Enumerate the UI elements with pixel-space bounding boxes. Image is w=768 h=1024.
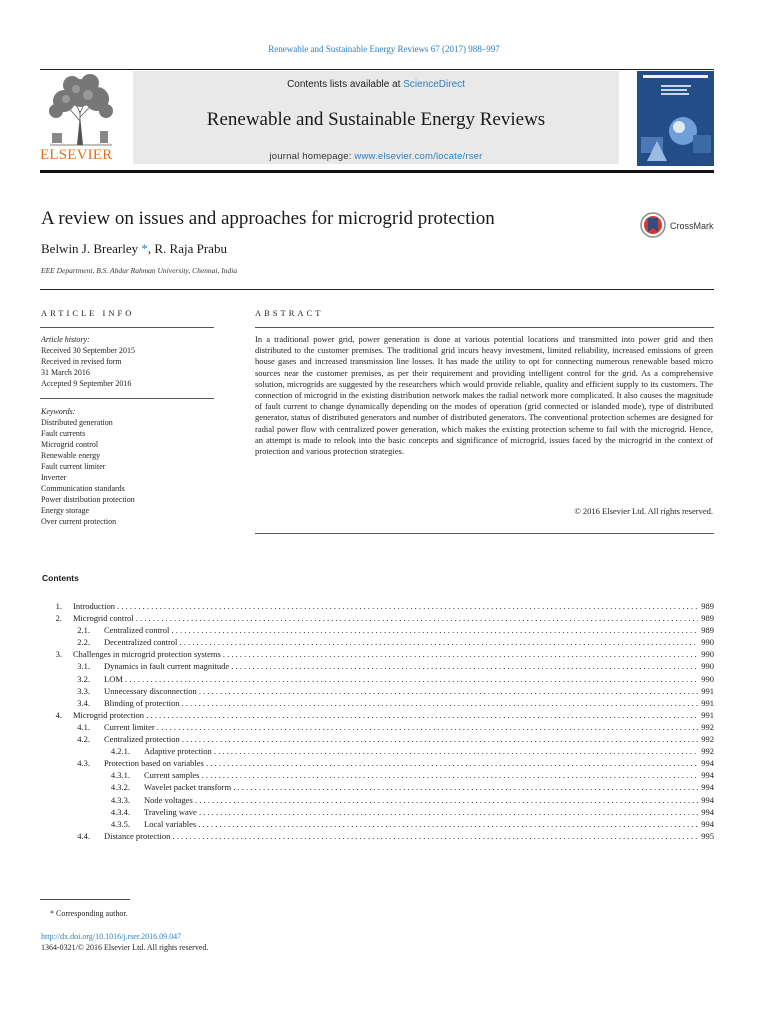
toc-entry[interactable] [40,818,714,830]
toc-entry-title[interactable]: Traveling wave . . . [144,806,714,818]
keyword: Over current protection [41,517,117,526]
keyword: Fault currents [41,429,86,438]
crossmark-badge[interactable] [640,212,720,242]
toc-entry-title[interactable]: LOM . . . [104,673,714,685]
author-list: Belwin J. Brearley *, R. Raja Prabu [41,241,227,256]
keywords-block [41,406,211,527]
toc-entry-title[interactable]: Current samples . . . [144,769,714,781]
toc-entry-title[interactable]: Unnecessary disconnection . . . [104,685,714,697]
keyword: Communication standards [41,484,125,493]
toc-entry[interactable] [40,673,714,685]
history-line: Received 30 September 2015 [41,346,135,355]
journal-homepage-line [133,151,619,162]
toc-entry[interactable] [40,624,714,636]
toc-entry-number: 4.3.3. [110,794,130,805]
toc-entry-page: 992 [698,733,714,745]
toc-entry-page: 995 [698,830,714,842]
toc-entry[interactable] [40,757,714,769]
toc-entry-number: 3.2. [77,673,90,684]
toc-entry[interactable] [40,794,714,806]
toc-entry-number: 2. [55,613,62,624]
toc-entry[interactable] [40,733,714,745]
toc-entry[interactable] [40,709,714,721]
toc-entry-title[interactable]: Blinding of protection . . . [104,697,714,709]
toc-entry-number: 4. [55,709,62,720]
toc-entry-page: 991 [698,697,714,709]
toc-entry-title[interactable]: Microgrid control . . . [73,612,714,624]
abstract-heading: ABSTRACT [255,308,324,318]
toc-entry-number: 4.3.4. [110,806,130,817]
masthead [40,71,714,166]
toc-entry-number: 3.1. [77,661,90,672]
history-line: 31 March 2016 [41,368,90,377]
contents-heading: Contents [42,573,79,583]
toc-entry[interactable] [40,600,714,612]
toc-entry-page: 989 [698,624,714,636]
corresponding-author-footnote: * Corresponding author. [50,909,128,918]
toc-entry-title[interactable]: Protection based on variables . . . [104,757,714,769]
toc-entry-page: 991 [698,709,714,721]
toc-entry-number: 2.2. [77,637,90,648]
toc-entry-page: 994 [698,757,714,769]
contents-prefix: Contents lists available at [287,79,404,90]
keywords-rule [40,398,214,399]
toc-entry-title[interactable]: Centralized protection . . . [104,733,714,745]
toc-entry-number: 2.1. [77,625,90,636]
toc-entry-number: 4.2.1. [110,746,130,757]
toc-entry[interactable] [40,830,714,842]
author-name[interactable]: R. Raja Prabu [154,241,227,256]
homepage-prefix: journal homepage: [269,151,355,162]
toc-entry-page: 989 [698,612,714,624]
toc-entry-title[interactable]: Wavelet packet transform . . . [144,781,714,793]
toc-entry-number: 4.3. [77,758,90,769]
toc-entry-number: 4.3.1. [110,770,130,781]
toc-entry-title[interactable]: Node voltages . . . [144,794,714,806]
article-title: A review on issues and approaches for microgrid protection [41,208,495,229]
keyword: Fault current limiter [41,462,106,471]
journal-title: Renewable and Sustainable Energy Reviews [206,109,546,130]
toc-entry-number: 3.3. [77,685,90,696]
toc-entry-page: 994 [698,794,714,806]
toc-entry-page: 994 [698,769,714,781]
toc-entry-title[interactable]: Decentralized control . . . [104,636,714,648]
elsevier-wordmark: ELSEVIER [40,147,113,163]
toc-entry-title[interactable]: Challenges in microgrid protection systems . . . [73,648,714,660]
abstract-text: In a traditional power grid, power generation is done at various potential locations and transmitted into power grid and then distributed to the customer premises. The traditional grid incurs heavy investment, limited reliability, increased emissions of green house gases and increased transmission line losses. It has made the utility to opt for connecting numerous renewable based micro sources near the customer premises, as per their requirement and providing intelligent control for the grid. As a comprehensive solution, microgrids are suggested by the researchers which would provide reliable, quality and efficient supply to its customers. The connection of microgrid in the existing distribution network makes the radial network more complicated. It also causes the magnitude of fault current to change dynamically depending on the modes of operation (grid connected or islanded mode), type of distributed generator, status of distributed generators and number of distributed generators. The conventional protection schemes are designed for radial power flow with centralized power generation, which makes the existing protection scheme to fail with the microgrid. Hence, an attempt is made to relook into the basic concepts and significance of microgrid, issues faced by the microgrid in the context of protection and various protection strategies. [255,334,713,457]
table-of-contents [40,600,714,842]
contents-available-line [133,79,619,90]
keyword: Inverter [41,473,67,482]
author-affiliation: EEE Department, B.S. Abdur Rahman University, Chennai, India [41,266,238,275]
crossmark-label: CrossMark [670,221,714,231]
abstract-rule [255,327,714,328]
history-label: Article history: [41,335,90,344]
keyword: Distributed generation [41,418,113,427]
toc-entry[interactable] [40,685,714,697]
footnote-rule [40,899,130,900]
keyword: Energy storage [41,506,90,515]
toc-entry-number: 4.1. [77,721,90,732]
toc-entry-page: 990 [698,660,714,672]
toc-entry-title[interactable]: Current limiter . . . [104,721,714,733]
toc-entry-page: 994 [698,806,714,818]
abstract-copyright: © 2016 Elsevier Ltd. All rights reserved. [574,506,713,516]
journal-citation[interactable]: Renewable and Sustainable Energy Reviews 67 (2017) 988–997 [268,44,500,54]
toc-entry-title[interactable]: Dynamics in fault current magnitude . . . [104,660,714,672]
toc-entry-page: 990 [698,648,714,660]
sciencedirect-link[interactable]: ScienceDirect [403,79,465,90]
toc-entry-number: 1. [55,601,62,611]
article-info-heading: ARTICLE INFO [41,308,135,318]
toc-entry[interactable] [40,636,714,648]
author-name[interactable]: Belwin J. Brearley [41,241,139,256]
toc-entry-title[interactable]: Introduction . . . [73,600,714,612]
doi-link[interactable]: http://dx.doi.org/10.1016/j.rser.2016.09.047 [41,932,182,941]
toc-entry-page: 989 [698,600,714,612]
toc-entry-number: 4.3.5. [110,818,130,829]
toc-entry-title[interactable]: Distance protection . . . [104,830,714,842]
toc-entry-page: 990 [698,673,714,685]
toc-entry-number: 4.2. [77,734,90,745]
corresponding-author-mark[interactable]: * [141,241,148,256]
keyword: Microgrid control [41,440,99,449]
masthead-thick-rule [40,170,714,173]
toc-entry-page: 991 [698,685,714,697]
title-section-rule [40,289,714,290]
issn-copyright: 1364-0321/© 2016 Elsevier Ltd. All rights reserved. [41,943,209,952]
toc-entry[interactable] [40,745,714,757]
toc-entry-title[interactable]: Local variables . . . [144,818,714,830]
toc-entry[interactable] [40,721,714,733]
toc-entry-page: 992 [698,745,714,757]
article-history [41,334,211,389]
toc-entry[interactable] [40,612,714,624]
toc-entry-page: 994 [698,781,714,793]
toc-entry-title[interactable]: Microgrid protection . . . [73,709,714,721]
journal-masthead-box [133,71,619,164]
toc-entry-number: 3. [55,649,62,660]
toc-entry-number: 4.4. [77,830,90,841]
toc-entry-page: 990 [698,636,714,648]
abstract-bottom-rule [255,533,714,534]
toc-entry[interactable] [40,769,714,781]
keywords-label: Keywords: [41,407,76,416]
toc-entry[interactable] [40,648,714,660]
toc-entry-page: 994 [698,818,714,830]
toc-entry[interactable] [40,697,714,709]
history-line: Received in revised form [41,357,122,366]
toc-entry-title[interactable]: Adaptive protection . . . [144,745,714,757]
toc-entry[interactable] [40,806,714,818]
keyword: Renewable energy [41,451,101,460]
history-line: Accepted 9 September 2016 [41,379,132,388]
toc-entry[interactable] [40,660,714,672]
toc-entry-page: 992 [698,721,714,733]
crossmark-icon [640,212,666,238]
toc-entry-title[interactable]: Centralized control . . . [104,624,714,636]
journal-cover[interactable] [637,71,714,166]
header-top-rule [40,69,714,70]
toc-entry-number: 4.3.2. [110,782,130,793]
keyword: Power distribution protection [41,495,135,504]
journal-homepage-link[interactable]: www.elsevier.com/locate/rser [354,151,483,162]
article-info-rule [40,327,214,328]
toc-entry[interactable] [40,781,714,793]
toc-entry-number: 3.4. [77,697,90,708]
